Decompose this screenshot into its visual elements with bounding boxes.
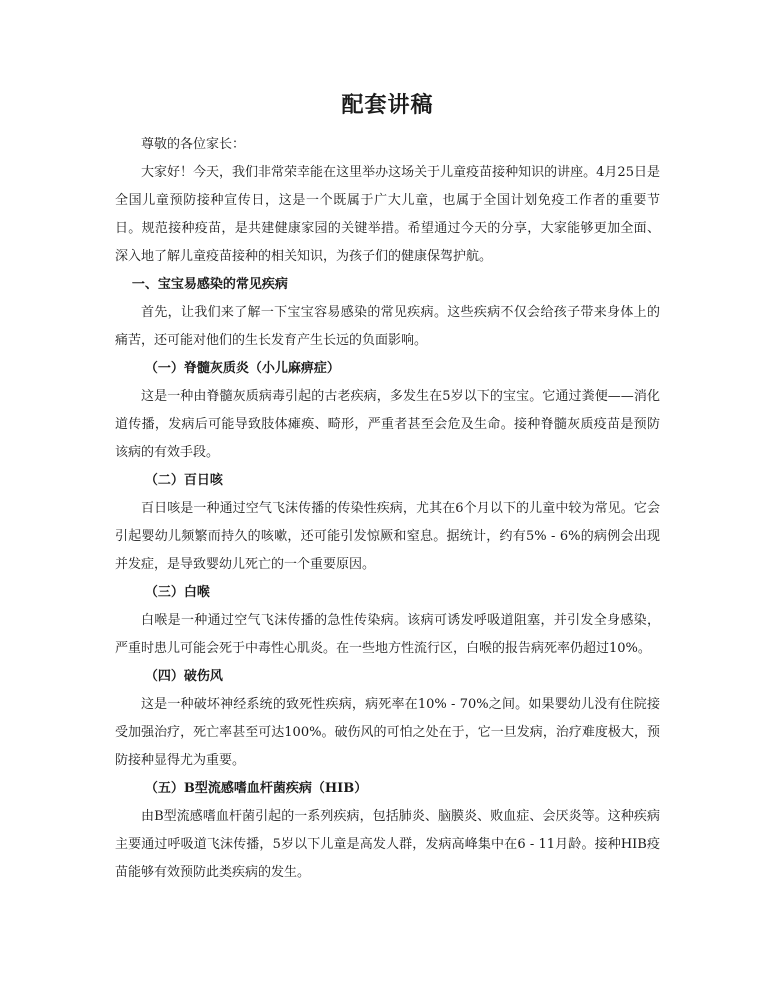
- intro-paragraph: 大家好！今天，我们非常荣幸能在这里举办这场关于儿童疫苗接种知识的讲座。4月25日是全国儿童预防接种宣传日，这是一个既属于广大儿童，也属于全国计划免疫工作者的重要节日。规范接种疫苗，是共建健康家园的关键举措。希望通过今天的分享，大家能够更加全面、深入地了解儿童疫苗接种的相关知识，为孩子们的健康保驾护航。: [115, 165, 660, 264]
- document-page: [115, 88, 660, 887]
- page-title: 配套讲稿: [341, 92, 434, 118]
- disease-heading-pertussis: （二）百日咳: [144, 473, 223, 488]
- disease-paragraph-hib: 由B型流感嗜血杆菌引起的一系列疾病，包括肺炎、脑膜炎、败血症、会厌炎等。这种疾病主要通过呼吸道飞沫传播，5岁以下儿童是高发人群，发病高峰集中在6 - 11月龄。接种HIB疫苗能够有效预防此类疾病的发生。: [115, 809, 660, 880]
- disease-paragraph-polio: 这是一种由脊髓灰质病毒引起的古老疾病，多发生在5岁以下的宝宝。它通过粪便——消化道传播，发病后可能导致肢体瘫痪、畸形，严重者甚至会危及生命。接种脊髓灰质疫苗是预防该病的有效手段。: [115, 389, 660, 460]
- disease-paragraph-tetanus: 这是一种破坏神经系统的致死性疾病，病死率在10% - 70%之间。如果婴幼儿没有住院接受加强治疗，死亡率甚至可达100%。破伤风的可怕之处在于，它一旦发病，治疗难度极大，预防接种显得尤为重要。: [115, 697, 660, 768]
- greeting: 尊敬的各位家长：: [141, 137, 246, 152]
- section-paragraph: 首先，让我们来了解一下宝宝容易感染的常见疾病。这些疾病不仅会给孩子带来身体上的痛苦，还可能对他们的生长发育产生长远的负面影响。: [115, 305, 660, 348]
- disease-paragraph-pertussis: 百日咳是一种通过空气飞沫传播的传染性疾病，尤其在6个月以下的儿童中较为常见。它会引起婴幼儿频繁而持久的咳嗽，还可能引发惊厥和窒息。据统计，约有5% - 6%的病例会出现并发症，是导致婴幼儿死亡的一个重要原因。: [115, 501, 660, 572]
- disease-paragraph-diphtheria: 白喉是一种通过空气飞沫传播的急性传染病。该病可诱发呼吸道阻塞，并引发全身感染，严重时患儿可能会死于中毒性心肌炎。在一些地方性流行区，白喉的报告病死率仍超过10%。: [115, 613, 660, 656]
- disease-heading-tetanus: （四）破伤风: [144, 669, 223, 684]
- disease-heading-polio: （一）脊髓灰质炎（小儿麻痹症）: [144, 361, 340, 376]
- section-heading: 一、宝宝易感染的常见疾病: [131, 277, 288, 292]
- disease-heading-diphtheria: （三）白喉: [144, 585, 210, 600]
- disease-heading-hib: （五）B型流感嗜血杆菌疾病（HIB）: [144, 781, 368, 796]
